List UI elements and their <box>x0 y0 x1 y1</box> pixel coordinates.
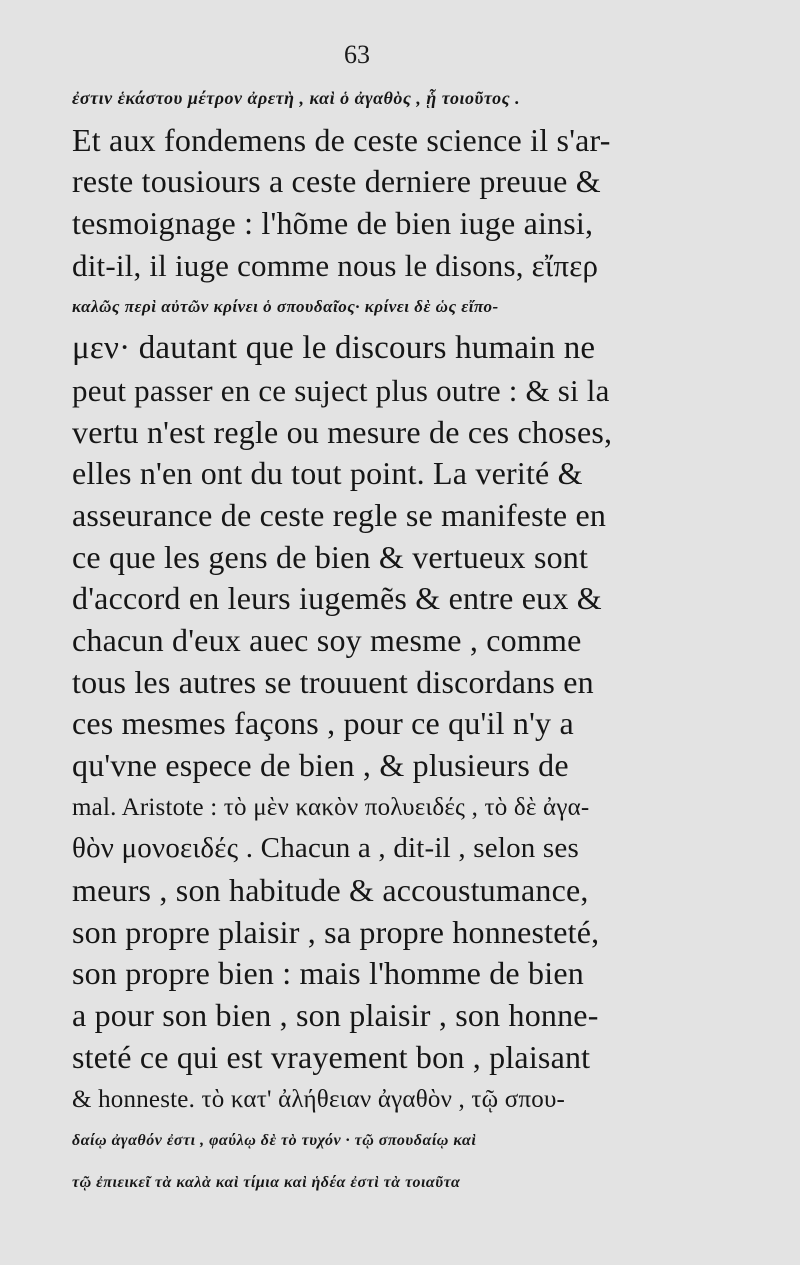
text-line: d'accord en leurs iugemẽs & entre eux & <box>72 580 602 617</box>
text-line: a pour son bien , son plaisir , son honne- <box>72 997 599 1034</box>
text-line: dit-il, il iuge comme nous le disons, εἴπερ <box>72 247 599 283</box>
text-line-greek: καλῶς περὶ αὐτῶν κρίνει ὁ σπουδαῖος· κρίνει δὲ ὡς εἴπο- <box>72 297 499 317</box>
text-line: Et aux fondemens de ceste science il s'ar- <box>72 121 611 158</box>
text-line: μεν· dautant que le discours humain ne <box>72 330 596 367</box>
text-line-greek: δαίῳ ἀγαθόν ἐστι , φαύλῳ δὲ τὸ τυχόν · τῷ σπουδαίῳ καὶ <box>72 1132 477 1150</box>
text-line: peut passer en ce suject plus outre : & si la <box>72 372 610 408</box>
text-line: son propre bien : mais l'homme de bien <box>72 955 584 992</box>
text-line: elles n'en ont du tout point. La verité & <box>72 455 583 492</box>
text-line: vertu n'est regle ou mesure de ces choses, <box>72 413 613 450</box>
text-line: asseurance de ceste regle se manifeste en <box>72 496 607 533</box>
text-line: qu'vne espece de bien , & plusieurs de <box>72 747 569 783</box>
text-line: meurs , son habitude & accoustumance, <box>72 872 589 909</box>
page-number: 63 <box>344 40 370 69</box>
text-line-greek: τῷ ἐπιεικεῖ τὰ καλὰ καὶ τίμια καὶ ἡδέα ἐστὶ τὰ τοιαῦτα <box>72 1173 461 1191</box>
text-line-mixed: & honneste. τὸ κατ' ἀλήθειαν ἀγαθὸν , τῷ σπου- <box>72 1085 566 1113</box>
text-line-mixed: θὸν μονοειδές . Chacun a , dit-il , selon ses <box>72 832 579 865</box>
text-line: chacun d'eux auec soy mesme , comme <box>72 621 582 658</box>
text-line: ce que les gens de bien & vertueux sont <box>72 538 589 575</box>
text-line-mixed: mal. Aristote : τὸ μὲν κακὸν πολυειδές , τὸ δὲ ἀγα- <box>72 793 590 821</box>
text-line: son propre plaisir , sa propre honnesteté, <box>72 913 600 950</box>
text-line-greek: ἐστιν ἑκάστου μέτρον ἀρετὴ , καὶ ὁ ἀγαθὸς , ᾗ τοιοῦτος . <box>72 88 521 108</box>
text-line: steté ce qui est vrayement bon , plaisant <box>72 1038 591 1075</box>
text-line: ces mesmes façons , pour ce qu'il n'y a <box>72 705 574 742</box>
text-line: reste tousiours a ceste derniere preuue & <box>72 163 601 200</box>
text-body <box>72 78 672 1204</box>
text-line: tous les autres se trouuent discordans en <box>72 663 594 700</box>
text-line: tesmoignage : l'hõme de bien iuge ainsi, <box>72 205 594 242</box>
